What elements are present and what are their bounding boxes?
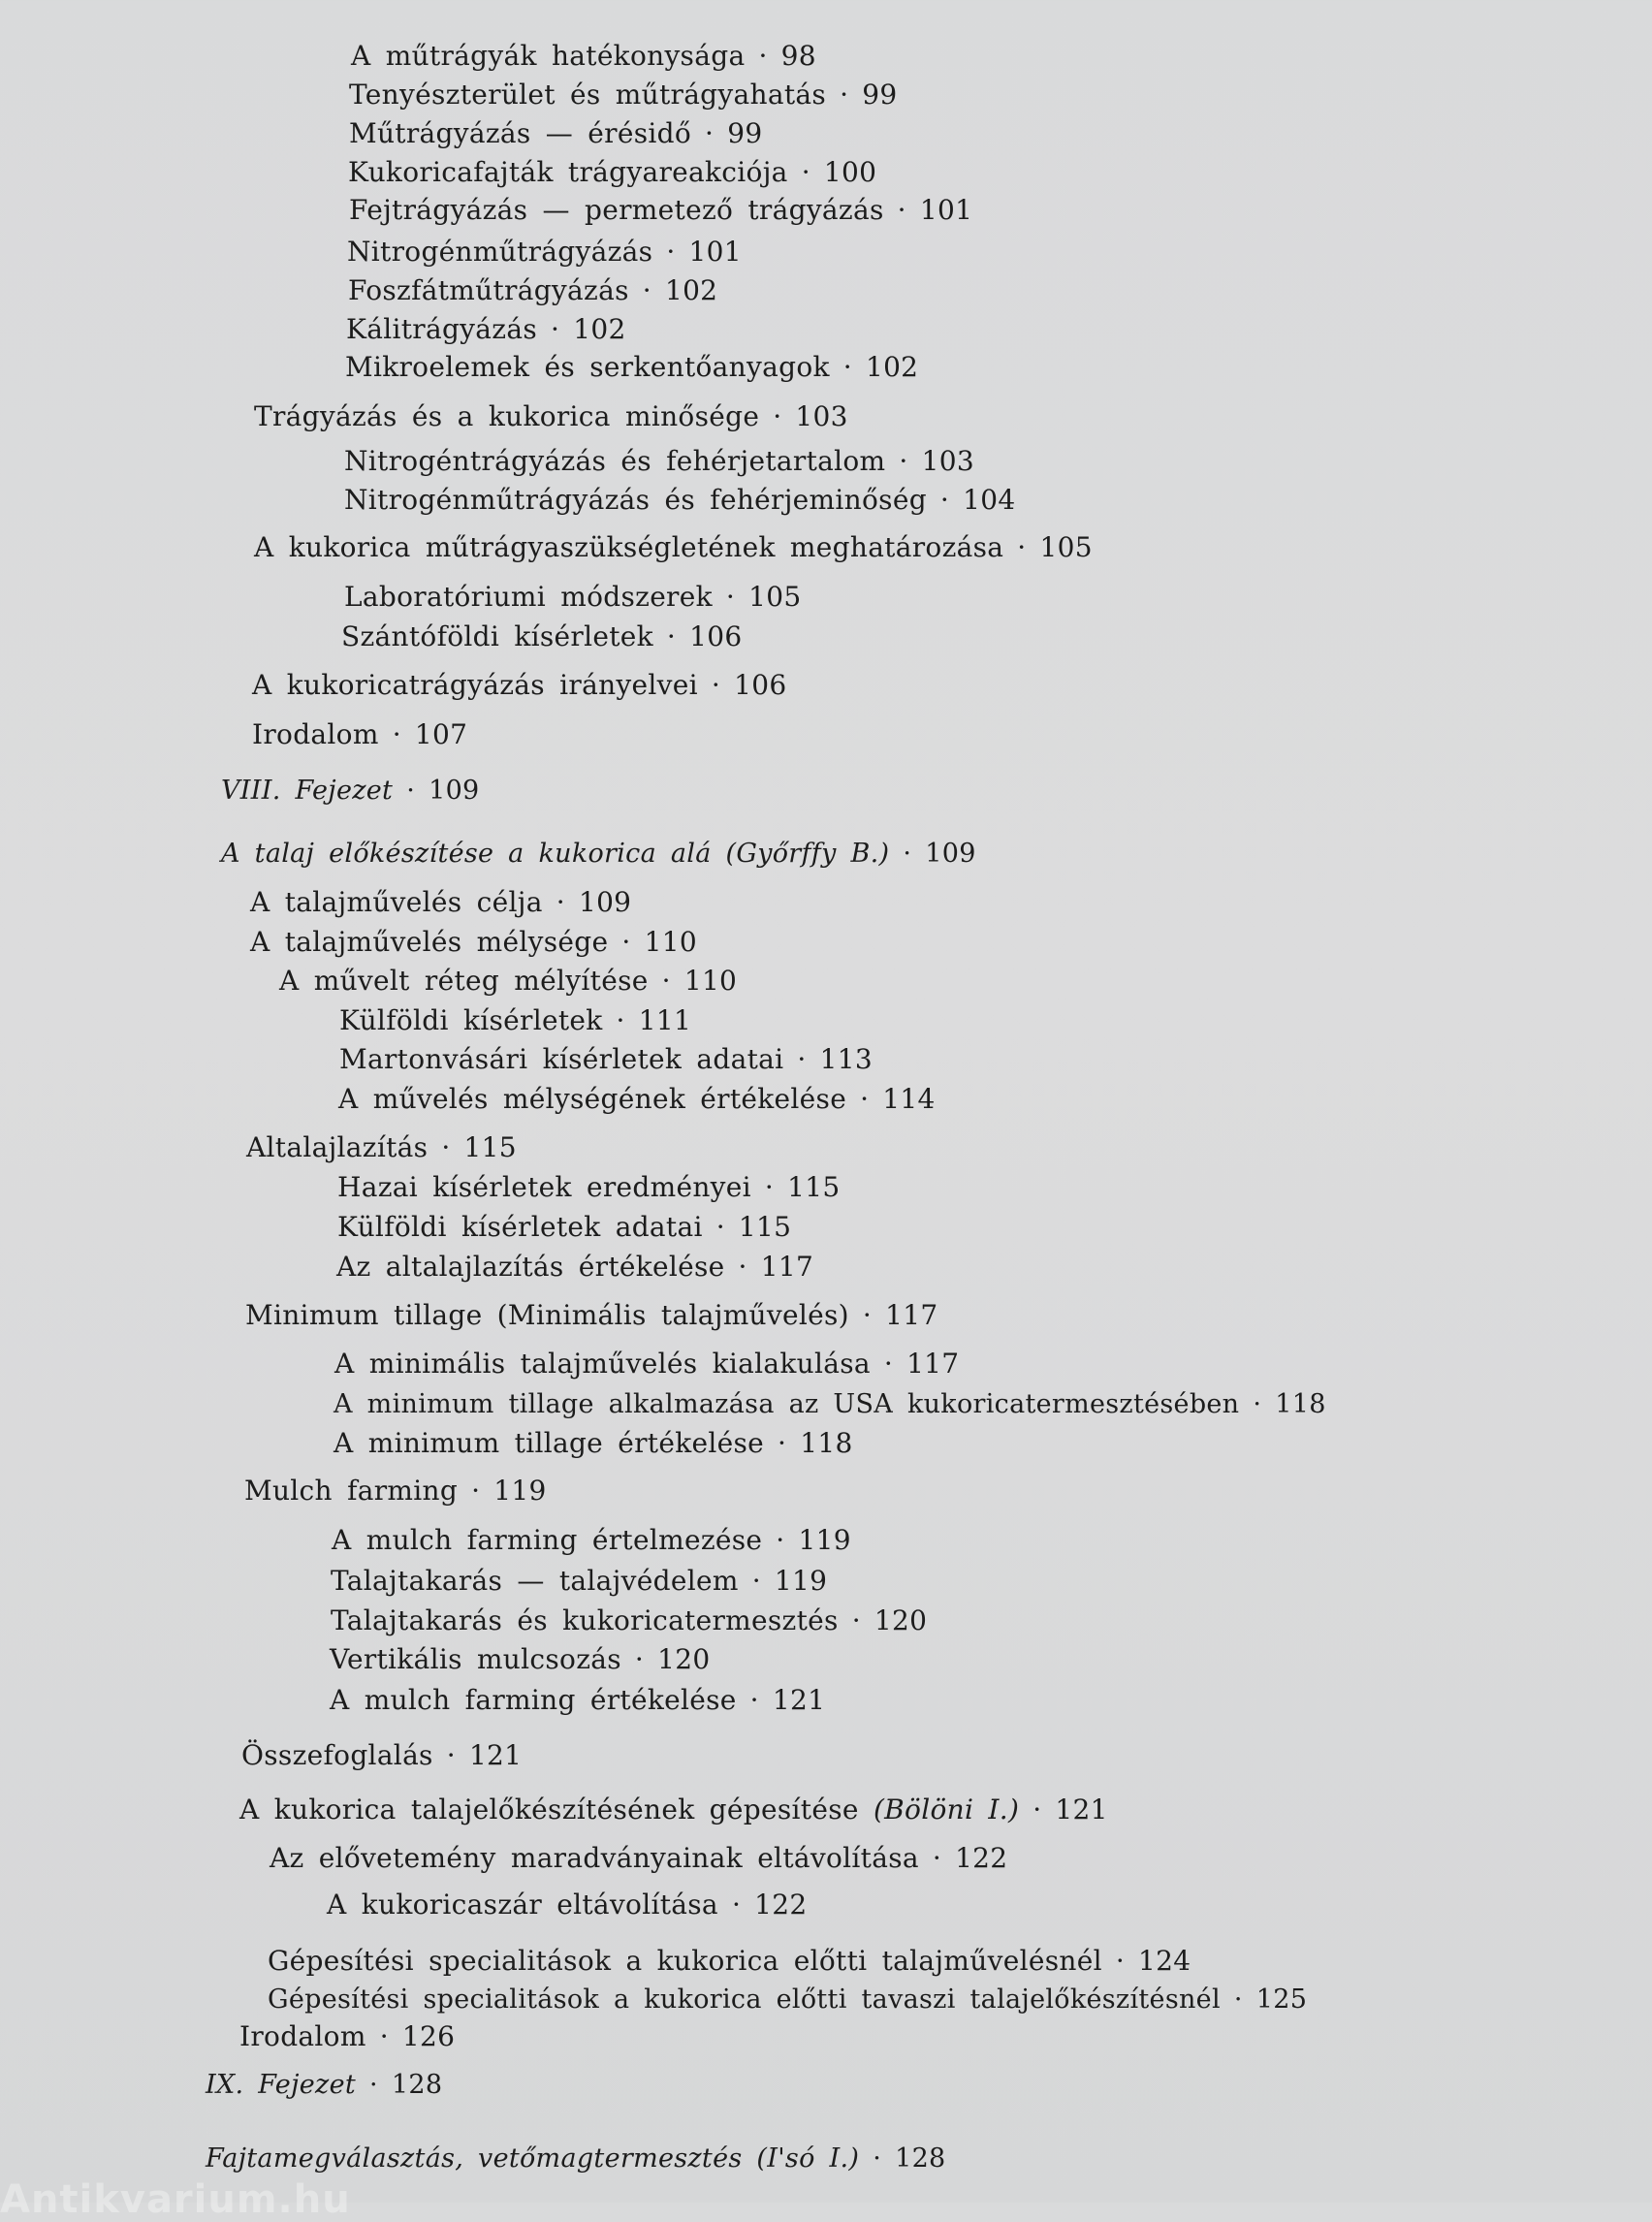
entry-title: A minimum tillage értékelése xyxy=(334,1427,765,1459)
toc-entry xyxy=(341,620,742,653)
toc-entry xyxy=(327,1889,807,1921)
separator-dot: · xyxy=(616,1004,625,1036)
toc-entry xyxy=(239,1793,1108,1826)
entry-title: A mulch farming értelmezése xyxy=(332,1524,763,1556)
entry-page: 128 xyxy=(895,2143,946,2174)
entry-page: 115 xyxy=(787,1171,841,1203)
toc-entry xyxy=(239,2020,455,2053)
entry-title: Laboratóriumi módszerek xyxy=(344,581,713,613)
entry-title: A mulch farming értékelése xyxy=(330,1684,737,1716)
toc-entry xyxy=(337,1171,840,1204)
entry-title: Talajtakarás — talajvédelem xyxy=(331,1565,739,1597)
entry-title: A talajművelés célja xyxy=(250,886,543,918)
separator-dot: · xyxy=(773,400,782,432)
chapter-title xyxy=(206,2143,946,2175)
separator-dot: · xyxy=(441,1131,451,1163)
entry-title: Nitrogéntrágyázás és fehérjetartalom xyxy=(344,445,886,477)
entry-title: Talajtakarás és kukoricatermesztés xyxy=(331,1604,839,1636)
entry-page: 99 xyxy=(727,117,763,149)
entry-title: Mulch farming xyxy=(244,1475,459,1507)
separator-dot: · xyxy=(801,156,810,188)
entry-page: 124 xyxy=(1138,1945,1191,1977)
entry-page: 111 xyxy=(638,1004,692,1036)
entry-page: 119 xyxy=(798,1524,851,1556)
separator-dot: · xyxy=(751,1565,761,1597)
entry-page: 118 xyxy=(1275,1389,1326,1419)
entry-page: 102 xyxy=(664,274,718,306)
separator-dot: · xyxy=(379,2020,389,2052)
toc-entry xyxy=(246,1131,517,1164)
entry-title: A kukoricatrágyázás irányelvei xyxy=(252,669,698,701)
entry-title: Szántóföldi kísérletek xyxy=(341,620,653,652)
toc-entry xyxy=(339,1004,691,1037)
separator-dot: · xyxy=(446,1739,456,1771)
separator-dot: · xyxy=(932,1842,942,1874)
entry-title: VIII. Fejezet xyxy=(221,776,394,806)
toc-entry xyxy=(279,965,737,998)
entry-title: Gépesítési specialitások a kukorica előtti tavaszi talajelőkészítésnél xyxy=(268,1984,1221,2015)
entry-page: 109 xyxy=(578,886,632,918)
entry-title: Minimum tillage (Minimális talajművelés) xyxy=(245,1299,849,1331)
toc-entry xyxy=(349,117,762,150)
toc-entry xyxy=(331,1604,927,1637)
separator-dot: · xyxy=(556,886,565,918)
toc-entry xyxy=(330,1684,825,1717)
toc-entry xyxy=(346,313,626,346)
entry-title: Nitrogénműtrágyázás xyxy=(347,236,653,268)
entry-title: Martonvásári kísérletek adatai xyxy=(339,1043,784,1075)
toc-entry xyxy=(330,1643,710,1676)
separator-dot: · xyxy=(621,926,631,958)
separator-dot: · xyxy=(883,1348,894,1380)
entry-title: A kukorica talajelőkészítésének gépesítése xyxy=(239,1793,859,1825)
entry-page: 104 xyxy=(963,484,1016,516)
toc-entry xyxy=(337,1211,791,1244)
entry-title: A talaj előkészítése a kukorica alá (Győrffy B.) xyxy=(221,839,890,869)
entry-title: Nitrogénműtrágyázás és fehérjeminőség xyxy=(344,484,927,516)
entry-page: 105 xyxy=(748,581,802,613)
entry-page: 110 xyxy=(683,965,738,997)
separator-dot: · xyxy=(860,1083,870,1115)
entry-page: 126 xyxy=(401,2020,456,2052)
entry-page: 110 xyxy=(644,926,697,958)
toc-entry xyxy=(332,1524,851,1557)
toc-entry xyxy=(252,718,467,751)
entry-title: Külföldi kísérletek xyxy=(339,1004,603,1036)
entry-title: Tenyészterület és műtrágyahatás xyxy=(349,79,827,111)
toc-entry xyxy=(344,581,801,614)
entry-title: Irodalom xyxy=(252,718,379,750)
separator-dot: · xyxy=(551,313,560,345)
entry-title: Vertikális mulcsozás xyxy=(330,1643,621,1675)
separator-dot: · xyxy=(471,1475,481,1507)
separator-dot: · xyxy=(903,839,912,869)
entry-title: Az altalajlazítás értékelése xyxy=(336,1251,725,1283)
entry-title: Gépesítési specialitások a kukorica előtti talajművelésnél xyxy=(268,1945,1102,1977)
toc-entry xyxy=(348,156,876,189)
separator-dot: · xyxy=(764,1171,775,1203)
entry-page: 117 xyxy=(906,1348,960,1380)
entry-page: 106 xyxy=(734,669,787,701)
separator-dot: · xyxy=(705,117,715,149)
toc-entry xyxy=(244,1475,547,1508)
entry-title: A talajművelés mélysége xyxy=(250,926,609,958)
separator-dot: · xyxy=(661,965,671,997)
entry-page: 119 xyxy=(493,1475,547,1507)
entry-title: A műtrágyák hatékonysága xyxy=(351,40,746,72)
separator-dot: · xyxy=(1017,531,1027,563)
entry-title: A minimum tillage alkalmazása az USA kukoricatermesztésében xyxy=(334,1389,1240,1419)
separator-dot: · xyxy=(1233,1984,1243,2015)
entry-page: 100 xyxy=(823,156,877,188)
entry-page: 105 xyxy=(1039,531,1093,563)
entry-page: 98 xyxy=(780,40,816,72)
toc-entry xyxy=(331,1565,827,1598)
watermark: Antikvarium.hu xyxy=(0,2177,351,2222)
separator-dot: · xyxy=(666,236,676,268)
separator-dot: · xyxy=(642,274,651,306)
toc-entry xyxy=(241,1739,522,1772)
toc-entry xyxy=(334,1427,853,1460)
separator-dot: · xyxy=(862,1299,873,1331)
separator-dot: · xyxy=(797,1043,807,1075)
separator-dot: · xyxy=(842,351,852,383)
toc-entry xyxy=(334,1388,1326,1421)
toc-entry xyxy=(268,1945,1191,1978)
entry-title: IX. Fejezet xyxy=(206,2070,356,2100)
entry-title: Irodalom xyxy=(239,2020,366,2052)
separator-dot: · xyxy=(939,484,950,516)
separator-dot: · xyxy=(776,1524,785,1556)
separator-dot: · xyxy=(758,40,768,72)
entry-title: Hazai kísérletek eredményei xyxy=(337,1171,751,1203)
separator-dot: · xyxy=(1253,1389,1262,1419)
entry-page: 109 xyxy=(429,776,480,806)
toc-entry xyxy=(336,1251,813,1284)
toc-entry xyxy=(338,1083,936,1116)
entry-page: 117 xyxy=(760,1251,814,1283)
entry-page: 99 xyxy=(862,79,898,111)
entry-page: 128 xyxy=(391,2070,443,2100)
toc-entry xyxy=(344,484,1015,517)
chapter-title xyxy=(221,838,976,871)
chapter-heading xyxy=(206,2069,442,2102)
entry-title: Kálitrágyázás xyxy=(346,313,538,345)
toc-entry xyxy=(268,1984,1307,2016)
separator-dot: · xyxy=(406,776,416,806)
separator-dot: · xyxy=(778,1427,787,1459)
separator-dot: · xyxy=(840,79,849,111)
separator-dot: · xyxy=(666,620,677,652)
entry-page: 115 xyxy=(738,1211,792,1243)
separator-dot: · xyxy=(392,718,401,750)
separator-dot: · xyxy=(873,2143,882,2174)
entry-title: A művelés mélységének értékelése xyxy=(338,1083,847,1115)
separator-dot: · xyxy=(725,581,736,613)
entry-title: Altalajlazítás xyxy=(246,1131,429,1163)
entry-title: A kukoricaszár eltávolítása xyxy=(327,1889,718,1920)
entry-title: Fejtrágyázás — permetező trágyázás xyxy=(349,194,884,226)
entry-title: A minimális talajművelés kialakulása xyxy=(334,1348,871,1380)
toc-entry xyxy=(348,274,717,307)
entry-page: 122 xyxy=(955,1842,1008,1874)
toc-entry xyxy=(349,194,972,227)
separator-dot: · xyxy=(1032,1793,1042,1825)
entry-page: 122 xyxy=(754,1889,808,1920)
toc-entry xyxy=(254,400,848,433)
entry-page: 103 xyxy=(795,400,848,432)
toc-entry xyxy=(252,669,786,702)
toc-entry xyxy=(345,351,918,384)
entry-title: A kukorica műtrágyaszükségletének meghatározása xyxy=(254,531,1004,563)
entry-title: Kukoricafajták trágyareakciója xyxy=(348,156,788,188)
entry-title: Műtrágyázás — érésidő xyxy=(349,117,692,149)
entry-page: 125 xyxy=(1255,1984,1308,2015)
entry-title: Foszfátműtrágyázás xyxy=(348,274,629,306)
entry-page: 101 xyxy=(688,236,742,268)
entry-page: 102 xyxy=(573,313,626,345)
entry-page: 120 xyxy=(657,1643,711,1675)
entry-title: Az elővetemény maradványainak eltávolítása xyxy=(270,1842,919,1874)
separator-dot: · xyxy=(369,2070,378,2100)
entry-page: 106 xyxy=(689,620,743,652)
toc-entry xyxy=(347,236,742,269)
entry-page: 115 xyxy=(463,1131,517,1163)
entry-page: 118 xyxy=(800,1427,853,1459)
toc-entry xyxy=(270,1842,1007,1875)
toc-entry xyxy=(245,1299,937,1332)
separator-dot: · xyxy=(749,1684,759,1716)
entry-page: 121 xyxy=(1055,1793,1108,1825)
separator-dot: · xyxy=(899,445,908,477)
toc-entry xyxy=(254,531,1093,564)
separator-dot: · xyxy=(731,1889,742,1920)
toc-entry xyxy=(250,926,697,959)
separator-dot: · xyxy=(738,1251,747,1283)
toc-entry xyxy=(344,445,974,478)
toc-entry xyxy=(339,1043,873,1076)
entry-page: 121 xyxy=(772,1684,826,1716)
toc-entry xyxy=(334,1348,959,1381)
separator-dot: · xyxy=(711,669,721,701)
separator-dot: · xyxy=(715,1211,725,1243)
entry-title: Fajtamegválasztás, vetőmagtermesztés (I'só I.) xyxy=(206,2143,860,2174)
entry-title: Összefoglalás xyxy=(241,1739,433,1771)
separator-dot: · xyxy=(634,1643,645,1675)
entry-author: (Bölöni I.) xyxy=(873,1793,1020,1825)
separator-dot: · xyxy=(897,194,906,226)
separator-dot: · xyxy=(851,1604,861,1636)
entry-page: 102 xyxy=(865,351,919,383)
separator-dot: · xyxy=(1115,1945,1126,1977)
entry-page: 117 xyxy=(885,1299,938,1331)
entry-page: 101 xyxy=(919,194,973,226)
entry-title: A művelt réteg mélyítése xyxy=(279,965,649,997)
entry-page: 114 xyxy=(882,1083,936,1115)
entry-title: Külföldi kísérletek adatai xyxy=(337,1211,703,1243)
toc-entry xyxy=(351,40,816,73)
entry-page: 103 xyxy=(921,445,974,477)
toc-entry xyxy=(250,886,631,919)
entry-page: 109 xyxy=(925,839,976,869)
entry-page: 121 xyxy=(468,1739,523,1771)
chapter-heading xyxy=(221,775,480,808)
entry-title: Trágyázás és a kukorica minősége xyxy=(254,400,760,432)
toc-entry xyxy=(349,79,898,111)
entry-page: 120 xyxy=(874,1604,928,1636)
entry-page: 113 xyxy=(819,1043,873,1075)
entry-title: Mikroelemek és serkentőanyagok xyxy=(345,351,830,383)
entry-page: 119 xyxy=(774,1565,828,1597)
entry-page: 107 xyxy=(414,718,468,750)
